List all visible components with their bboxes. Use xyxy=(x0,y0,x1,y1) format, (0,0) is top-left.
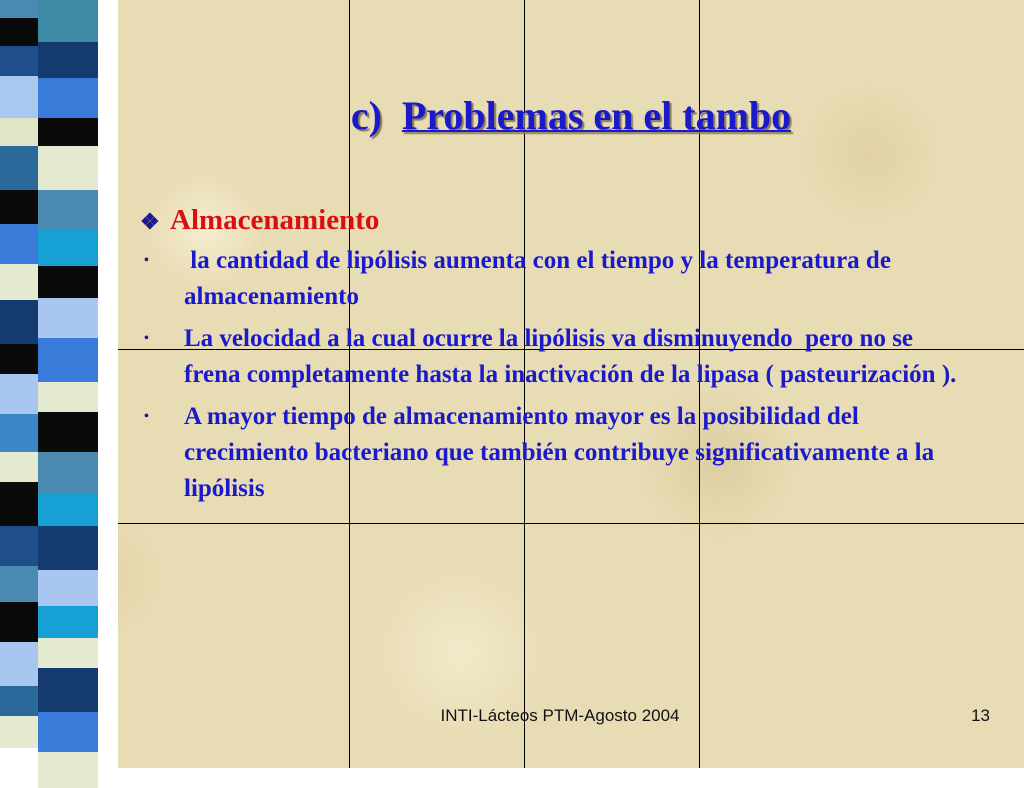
stripe xyxy=(0,526,42,566)
stripe xyxy=(0,344,42,374)
section-heading-text: Almacenamiento xyxy=(170,204,380,236)
stripe xyxy=(38,298,98,338)
stripe xyxy=(0,374,42,414)
section-heading xyxy=(140,204,970,237)
stripe xyxy=(0,566,42,602)
stripe xyxy=(0,686,42,716)
diamond-cluster-icon: ❖ xyxy=(140,209,160,234)
stripe xyxy=(0,414,42,452)
stripe xyxy=(38,570,98,606)
stripe xyxy=(0,452,42,482)
bullet-item xyxy=(140,321,970,393)
stripe xyxy=(38,230,98,266)
title-text: Problemas en el tambo xyxy=(401,93,792,138)
stripe xyxy=(0,76,42,118)
stripe xyxy=(38,42,98,78)
stripe xyxy=(0,46,42,76)
stripe xyxy=(38,118,98,146)
stripe-column-right xyxy=(38,0,98,768)
bullet-item xyxy=(140,399,970,507)
stripe-column-left xyxy=(0,0,42,768)
bullet-text: A mayor tiempo de almacenamiento mayor es la posibilidad del crecimiento bacteriano que también contribuye significativamente a la lipólisis xyxy=(184,403,935,502)
stripe xyxy=(0,482,42,526)
stripe xyxy=(38,338,98,382)
decorative-stripe-bar xyxy=(0,0,118,768)
stripe xyxy=(38,752,98,788)
stripe xyxy=(0,190,42,224)
stripe xyxy=(38,190,98,230)
stripe xyxy=(38,412,98,452)
bullet-item xyxy=(140,243,970,315)
stripe xyxy=(0,642,42,686)
stripe xyxy=(38,494,98,526)
bullet-dot-icon: • xyxy=(144,331,149,346)
slide-body xyxy=(140,204,970,513)
stripe xyxy=(38,78,98,118)
stripe xyxy=(38,668,98,712)
stripe xyxy=(0,716,42,748)
bullet-text: la cantidad de lipólisis aumenta con el tiempo y la temperatura de almacenamiento xyxy=(184,247,898,310)
stripe xyxy=(38,526,98,570)
bullet-text: La velocidad a la cual ocurre la lipólisis va disminuyendo pero no se frena completamente hasta la inactivación de la lipasa ( pasteurización ). xyxy=(184,325,957,388)
grid-line xyxy=(118,523,1024,524)
stripe xyxy=(0,264,42,300)
stripe xyxy=(0,18,42,46)
stripe xyxy=(38,638,98,668)
page-number: 13 xyxy=(971,706,990,725)
stripe xyxy=(38,452,98,494)
stripe xyxy=(38,712,98,752)
title-prefix: c) xyxy=(350,93,382,138)
stripe xyxy=(38,146,98,190)
stripe xyxy=(0,224,42,264)
stripe xyxy=(0,118,42,146)
stripe xyxy=(38,382,98,412)
stripe xyxy=(0,602,42,642)
stripe xyxy=(0,0,42,18)
bullet-dot-icon: • xyxy=(144,253,149,268)
slide-title xyxy=(118,92,1024,139)
bullet-dot-icon: • xyxy=(144,409,149,424)
stripe xyxy=(0,146,42,190)
stripe xyxy=(0,300,42,344)
stripe xyxy=(38,606,98,638)
footer-text: INTI-Lácteos PTM-Agosto 2004 xyxy=(440,706,680,725)
stripe xyxy=(38,0,98,42)
stripe xyxy=(38,266,98,298)
